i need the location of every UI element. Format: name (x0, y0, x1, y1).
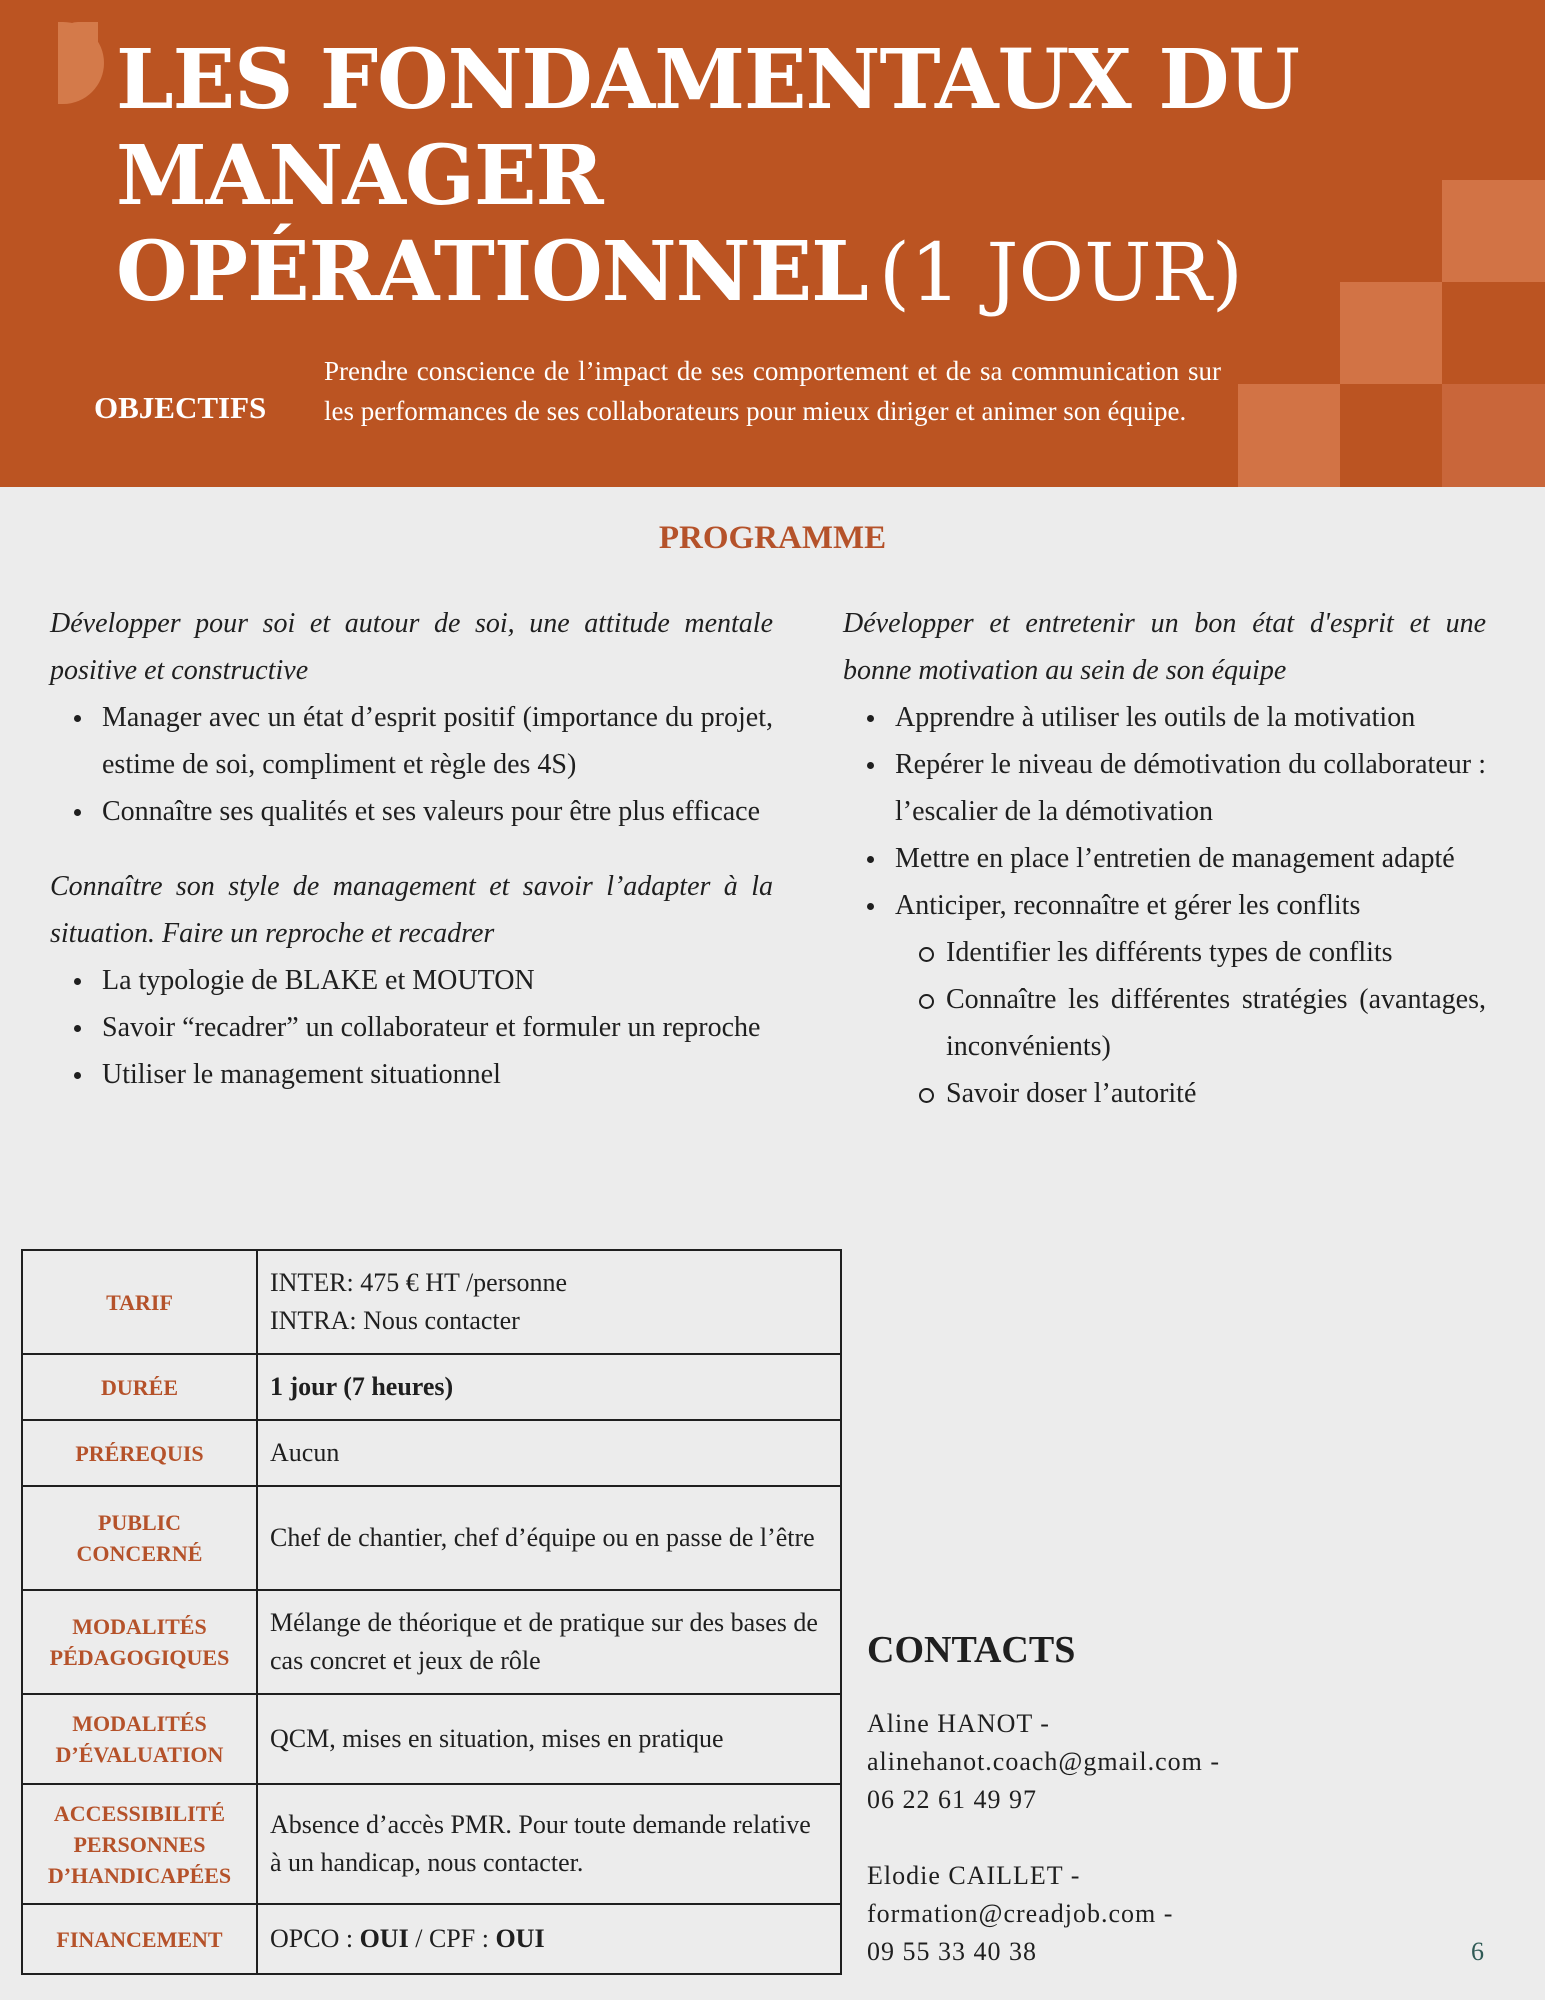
list-item: Connaître ses qualités et ses valeurs pour être plus efficace (50, 788, 773, 835)
separator: / (408, 1924, 429, 1953)
row-label (22, 1590, 257, 1694)
programme-right-column (843, 600, 1486, 1117)
list-item: Utiliser le management situationnel (50, 1051, 773, 1098)
row-label-line: PÉDAGOGIQUES (49, 1645, 230, 1670)
row-value: QCM, mises en situation, mises en pratique (257, 1694, 841, 1784)
title-line: LES FONDAMENTAUX DU (116, 32, 1299, 128)
table-row (22, 1250, 841, 1354)
row-label-line: D’ÉVALUATION (55, 1742, 224, 1767)
page-title (116, 32, 1416, 337)
sub-list-item: Identifier les différents types de conflits (843, 929, 1486, 976)
row-value (257, 1904, 841, 1974)
title-line: OPÉRATIONNEL (116, 224, 868, 320)
programme-subtitle: Développer pour soi et autour de soi, une attitude mentale positive et constructive (50, 608, 773, 686)
row-label-line: CONCERNÉ (76, 1541, 203, 1566)
table-row (22, 1420, 841, 1486)
list-item: Anticiper, reconnaître et gérer les conflits (843, 882, 1486, 929)
list-item: Mettre en place l’entretien de management adapté (843, 835, 1486, 882)
opco-label: OPCO : (270, 1924, 360, 1953)
decorative-square (1238, 384, 1340, 487)
contact-name: Elodie CAILLET - (867, 1861, 1081, 1890)
row-label (22, 1486, 257, 1590)
row-label-line: MODALITÉS (72, 1614, 207, 1639)
table-row (22, 1354, 841, 1420)
row-label: DURÉE (22, 1354, 257, 1420)
table-row (22, 1904, 841, 1974)
row-label-line: PERSONNES (73, 1831, 206, 1857)
contacts-block (867, 1705, 1220, 1971)
table-row (22, 1486, 841, 1590)
contacts-title: CONTACTS (867, 1629, 1076, 1671)
header-banner (0, 0, 1545, 487)
row-label (22, 1694, 257, 1784)
sub-list-item: Connaître les différentes stratégies (avantages, inconvénients) (843, 976, 1486, 1070)
list-item: Repérer le niveau de démotivation du collaborateur : l’escalier de la démotivation (843, 741, 1486, 835)
sub-list-item: Savoir doser l’autorité (843, 1070, 1486, 1117)
contact-phone[interactable]: 06 22 61 49 97 (867, 1785, 1037, 1814)
decorative-shape (58, 22, 98, 62)
row-label-line: MODALITÉS (72, 1711, 207, 1736)
row-label (22, 1784, 257, 1904)
row-value (257, 1250, 841, 1354)
row-value: Aucun (257, 1420, 841, 1486)
row-value: Chef de chantier, chef d’équipe ou en passe de l’être (257, 1486, 841, 1590)
contact-email[interactable]: formation@creadjob.com - (867, 1899, 1174, 1928)
programme-list (843, 694, 1486, 1117)
title-duration: (1 JOUR) (878, 226, 1243, 319)
programme-subtitle: Connaître son style de management et savoir l’adapter à la situation. Faire un reproche et recadrer (50, 871, 773, 949)
row-label-line: PUBLIC (97, 1510, 182, 1535)
list-item: Manager avec un état d’esprit positif (importance du projet, estime de soi, compliment et règle des 4S) (50, 694, 773, 788)
row-label: FINANCEMENT (22, 1904, 257, 1974)
row-value: Absence d’accès PMR. Pour toute demande relative à un handicap, nous contacter. (257, 1784, 841, 1904)
decorative-square (1442, 384, 1545, 487)
contact-email[interactable]: alinehanot.coach@gmail.com - (867, 1747, 1220, 1776)
row-label: PRÉREQUIS (22, 1420, 257, 1486)
row-label: TARIF (22, 1250, 257, 1354)
programme-list (50, 694, 773, 835)
row-value: Mélange de théorique et de pratique sur des bases de cas concret et jeux de rôle (257, 1590, 841, 1694)
opco-value: OUI (359, 1924, 409, 1953)
row-label-line: ACCESSIBILITÉ (53, 1800, 226, 1826)
table-row (22, 1694, 841, 1784)
tarif-inter: INTER: 475 € HT /personne (270, 1268, 568, 1297)
contact-name: Aline HANOT - (867, 1709, 1050, 1738)
programme-subtitle: Développer et entretenir un bon état d'esprit et une bonne motivation au sein de son équipe (843, 608, 1486, 686)
row-label-line: D’HANDICAPÉES (47, 1862, 232, 1888)
cpf-label: CPF : (428, 1924, 496, 1953)
list-item: Apprendre à utiliser les outils de la motivation (843, 694, 1486, 741)
contact-phone[interactable]: 09 55 33 40 38 (867, 1937, 1037, 1966)
page-number: 6 (1471, 1937, 1484, 1966)
table-row (22, 1784, 841, 1904)
list-item: Savoir “recadrer” un collaborateur et formuler un reproche (50, 1004, 773, 1051)
cpf-value: OUI (495, 1924, 545, 1953)
programme-list (50, 957, 773, 1098)
table-row (22, 1590, 841, 1694)
objectives-label: OBJECTIFS (94, 390, 267, 425)
info-table (21, 1249, 842, 1975)
list-item: La typologie de BLAKE et MOUTON (50, 957, 773, 1004)
tarif-intra: INTRA: Nous contacter (270, 1306, 520, 1335)
programme-title: PROGRAMME (658, 520, 887, 556)
objectives-text: Prendre conscience de l’impact de ses comportement et de sa communication sur les performances de ses collaborateurs pour mieux diriger et animer son équipe. (324, 356, 1221, 426)
title-line: MANAGER (116, 128, 603, 224)
decorative-square (1442, 180, 1545, 282)
programme-left-column (50, 600, 773, 1098)
row-value: 1 jour (7 heures) (257, 1354, 841, 1420)
